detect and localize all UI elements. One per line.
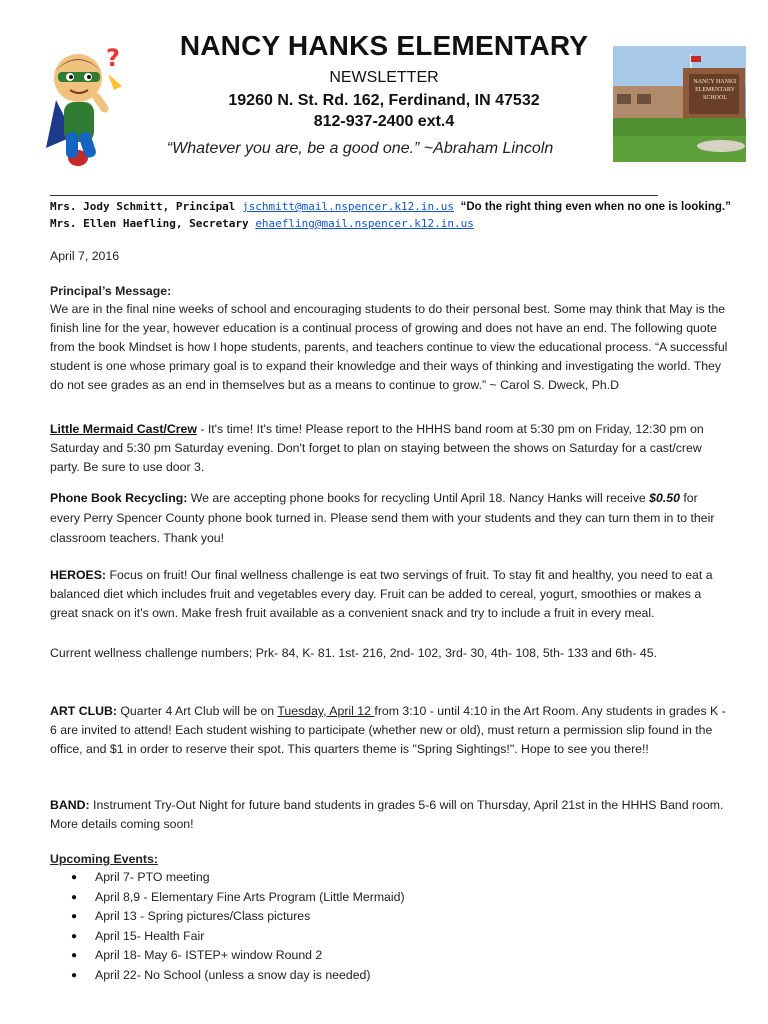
heroes-body: Focus on fruit! Our final wellness challenge is eat two servings of fruit. To stay fit and healthy, you need to eat a balanced diet which includes fruit and vegetables every day. Fruit can be added to cereal, yogurt, smoothies or makes a great snack on it's own. Make fresh fruit available as a convenient snack and try to include a fruit in every meal. (50, 568, 713, 620)
school-motto: “Do the right thing even when no one is looking.” (460, 201, 731, 213)
principal-contact-line (50, 200, 731, 213)
principal-email-link[interactable]: jschmitt@mail.nspencer.k12.in.us (242, 200, 454, 213)
upcoming-events-heading: Upcoming Events: (50, 852, 158, 866)
mermaid-section (50, 420, 730, 477)
art-club-date: Tuesday, April 12 (277, 704, 375, 718)
phonebook-heading: Phone Book Recycling: (50, 491, 188, 505)
principal-message-body: We are in the final nine weeks of school and encouraging students to do their personal best. Some may think that May is the finish line for the year, however education is a continual process of growing and does not have an end. The following quote from the book Mindset is how I hope students, parents, and teachers continue to view the educational process. “A successful student is one whose primary goal is to expand their knowledge and their ways of thinking and investigating the world. They do not see grades as an end in themselves but as a means to continue to grow.” ~ Carol S. Dweck, Ph.D (50, 302, 728, 392)
phonebook-section (50, 488, 730, 548)
event-item: ● April 15- Health Fair (95, 927, 405, 947)
heroes-heading: HEROES: (50, 568, 107, 582)
secretary-contact-line (50, 217, 474, 230)
band-section (50, 796, 730, 834)
phonebook-body-1: We are accepting phone books for recycling Until April 18. Nancy Hanks will receive (187, 491, 650, 505)
svg-text:?: ? (106, 44, 120, 72)
heroes-section (50, 566, 730, 623)
wellness-numbers: Current wellness challenge numbers; Prk- 84, K- 81. 1st- 216, 2nd- 102, 3rd- 30, 4th- 108, 5th- 133 and 6th- 45. (50, 646, 657, 660)
event-item: ● April 22- No School (unless a snow day is needed) (95, 966, 405, 986)
school-name-title: NANCY HANKS ELEMENTARY (179, 30, 589, 61)
principal-message-heading: Principal’s Message: (50, 284, 172, 298)
art-club-body-1: Quarter 4 Art Club will be on (116, 704, 278, 718)
secretary-name: Mrs. Ellen Haefling, Secretary (50, 217, 249, 230)
event-item: ● April 8,9 - Elementary Fine Arts Program (Little Mermaid) (95, 888, 405, 908)
event-item: ● April 7- PTO meeting (95, 868, 405, 888)
upcoming-events-list (50, 868, 405, 985)
art-club-section (50, 702, 730, 759)
mermaid-body: - It's time! It's time! Please report to the HHHS band room at 5:30 pm on Friday, 12:30 pm on Saturday and 5:30 pm Saturday evening. Don't forget to plan on staying between the shows on Saturday for a cast/crew party. Be sure to use door 3. (50, 422, 704, 474)
phonebook-amount: $0.50 (649, 491, 680, 505)
newsletter-date: April 7, 2016 (50, 249, 120, 263)
school-address: 19260 N. St. Rd. 162, Ferdinand, IN 47532 (228, 92, 540, 109)
lincoln-quote: “Whatever you are, be a good one.” ~Abraham Lincoln (166, 140, 554, 157)
school-sign-text: NANCY HANKS ELEMENTARY SCHOOL (693, 79, 737, 101)
secretary-email-link[interactable]: ehaefling@mail.nspencer.k12.in.us (255, 217, 474, 230)
school-phone: 812-937-2400 ext.4 (313, 113, 455, 130)
newsletter-label: NEWSLETTER (329, 69, 439, 86)
band-body: Instrument Try-Out Night for future band students in grades 5-6 will on Thursday, April 21st in the HHHS Band room. More details coming soon! (50, 798, 724, 831)
mermaid-heading: Little Mermaid Cast/Crew (50, 422, 197, 436)
event-item: ● April 18- May 6- ISTEP+ window Round 2 (95, 946, 405, 966)
phonebook-body-2: for every Perry Spencer County phone book turned in. Please send them with your students and they can turn them in to their classroom teachers. Thank you! (50, 491, 715, 545)
principal-name: Mrs. Jody Schmitt, Principal (50, 200, 236, 213)
event-item: ● April 13 - Spring pictures/Class pictures (95, 907, 405, 927)
art-club-heading: ART CLUB: (50, 704, 117, 718)
header-divider (50, 195, 658, 196)
art-club-body-2: from 3:10 - until 4:10 in the Art Room. Any students in grades K - 6 are invited to attend! Each student wishing to participate (whether new or old), must return a permission slip found in the office, and $1 in order to reserve their spot. This quarters theme is "Spring Sightings!". Hope to see you there!! (50, 704, 726, 756)
band-heading: BAND: (50, 798, 90, 812)
